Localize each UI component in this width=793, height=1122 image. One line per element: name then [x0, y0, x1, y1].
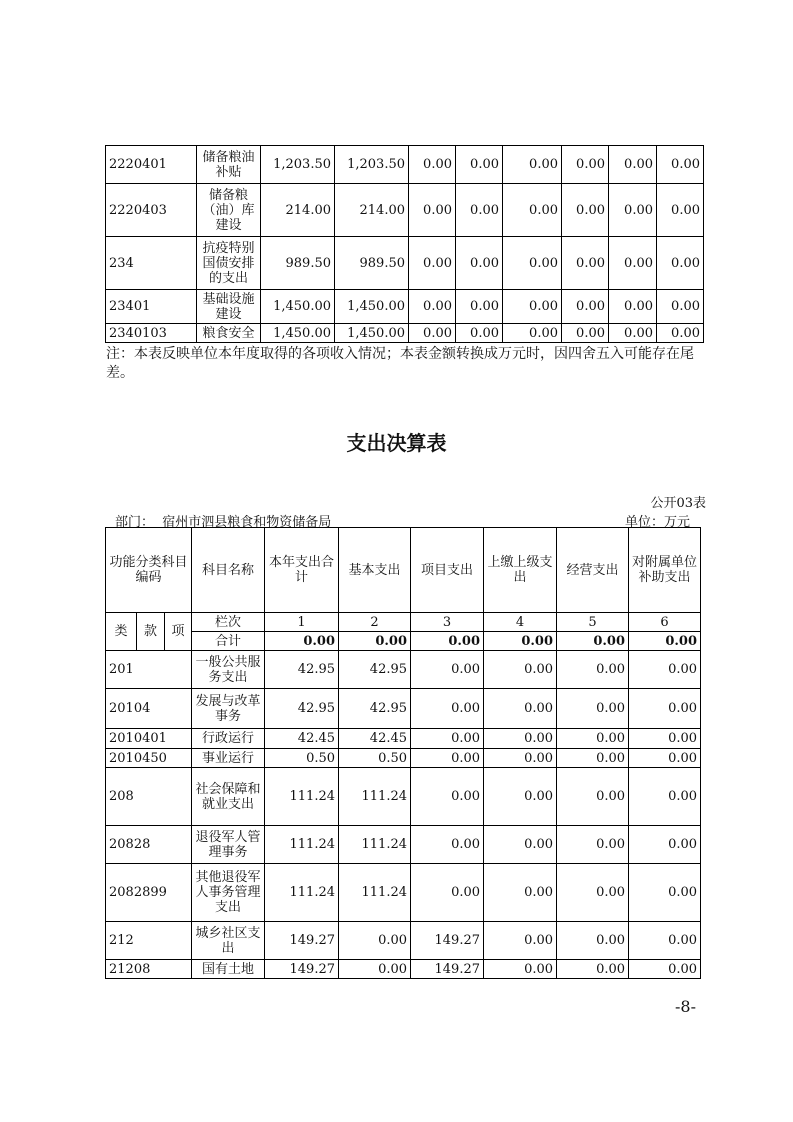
- table-row: [106, 768, 701, 826]
- value-cell: 0.00: [484, 826, 557, 864]
- page-title: 支出决算表: [346, 431, 447, 455]
- subject-code: 208: [106, 768, 192, 826]
- subject-code: 20104: [106, 689, 192, 729]
- header-xiang: 项: [165, 613, 192, 651]
- header-row: [106, 528, 701, 613]
- subject-name: 发展与改革事务: [192, 689, 265, 729]
- value-cell: 0.00: [557, 749, 629, 768]
- value-cell: 0.00: [657, 237, 704, 290]
- value-cell: 0.00: [456, 146, 503, 184]
- value-cell: 0.00: [484, 689, 557, 729]
- table-row: [106, 826, 701, 864]
- subject-code: 2220403: [106, 184, 197, 237]
- value-cell: 111.24: [339, 826, 411, 864]
- value-cell: 0.00: [557, 960, 629, 979]
- header-col: 项目支出: [411, 528, 484, 613]
- value-cell: 0.00: [503, 324, 562, 343]
- value-cell: 0.00: [409, 324, 456, 343]
- subject-name: 国有土地: [192, 960, 265, 979]
- value-cell: 0.00: [484, 922, 557, 960]
- value-cell: 0.00: [484, 651, 557, 689]
- subject-code: 2082899: [106, 864, 192, 922]
- header-col: 基本支出: [339, 528, 411, 613]
- table-row: [106, 729, 701, 749]
- table-row: [106, 864, 701, 922]
- value-cell: 0.00: [609, 290, 657, 324]
- subject-code: 21208: [106, 960, 192, 979]
- total-label: 合计: [192, 632, 265, 651]
- value-cell: 0.00: [629, 960, 701, 979]
- column-number: 6: [629, 613, 701, 632]
- value-cell: 0.00: [629, 749, 701, 768]
- header-func-code: 功能分类科目编码: [106, 528, 192, 613]
- unit-label: 单位：万元: [624, 515, 690, 530]
- value-cell: 0.00: [629, 768, 701, 826]
- value-cell: 0.00: [484, 960, 557, 979]
- value-cell: 0.00: [484, 729, 557, 749]
- table-row: [106, 960, 701, 979]
- value-cell: 0.00: [562, 237, 609, 290]
- value-cell: 0.00: [629, 651, 701, 689]
- table-row: [106, 651, 701, 689]
- subject-code: 2010401: [106, 729, 192, 749]
- value-cell: 0.00: [562, 324, 609, 343]
- value-cell: 0.00: [503, 237, 562, 290]
- total-value: 0.00: [557, 632, 629, 651]
- subject-name: 基础设施建设: [197, 290, 261, 324]
- value-cell: 1,450.00: [335, 324, 409, 343]
- value-cell: 0.00: [629, 689, 701, 729]
- table-row: [106, 290, 704, 324]
- subject-name: 储备粮油补贴: [197, 146, 261, 184]
- header-lei: 类: [106, 613, 137, 651]
- department-label: 部门：: [115, 515, 155, 530]
- value-cell: 0.00: [557, 826, 629, 864]
- value-cell: 0.00: [503, 290, 562, 324]
- value-cell: 149.27: [411, 922, 484, 960]
- value-cell: 1,450.00: [261, 290, 335, 324]
- value-cell: 0.00: [657, 290, 704, 324]
- header-col: 经营支出: [557, 528, 629, 613]
- value-cell: 0.50: [339, 749, 411, 768]
- value-cell: 989.50: [335, 237, 409, 290]
- subject-code: 23401: [106, 290, 197, 324]
- value-cell: 0.00: [557, 768, 629, 826]
- page-number: -8-: [675, 997, 696, 1016]
- table-row: [106, 922, 701, 960]
- value-cell: 0.00: [657, 324, 704, 343]
- table-row: [106, 146, 704, 184]
- value-cell: 111.24: [339, 864, 411, 922]
- value-cell: 111.24: [265, 768, 339, 826]
- table-row: [106, 237, 704, 290]
- subject-name: 粮食安全: [197, 324, 261, 343]
- column-number: 3: [411, 613, 484, 632]
- table-row: [106, 324, 704, 343]
- subject-code: 201: [106, 651, 192, 689]
- subject-name: 事业运行: [192, 749, 265, 768]
- value-cell: 0.50: [265, 749, 339, 768]
- value-cell: 0.00: [484, 749, 557, 768]
- value-cell: 149.27: [265, 922, 339, 960]
- value-cell: 111.24: [265, 864, 339, 922]
- column-number: 2: [339, 613, 411, 632]
- value-cell: 0.00: [411, 729, 484, 749]
- subject-name: 城乡社区支出: [192, 922, 265, 960]
- table-row: [106, 749, 701, 768]
- total-value: 0.00: [484, 632, 557, 651]
- value-cell: 0.00: [609, 324, 657, 343]
- value-cell: 214.00: [335, 184, 409, 237]
- value-cell: 0.00: [456, 290, 503, 324]
- expense-table: [105, 527, 701, 979]
- subject-name: 退役军人管理事务: [192, 826, 265, 864]
- value-cell: 0.00: [411, 768, 484, 826]
- table-note: 注：本表反映单位本年度取得的各项收入情况；本表金额转换成万元时，因四舍五入可能存在尾差。: [106, 346, 694, 381]
- column-number: 1: [265, 613, 339, 632]
- value-cell: 42.95: [265, 689, 339, 729]
- subject-name: 抗疫特别国债安排的支出: [197, 237, 261, 290]
- header-col: 上缴上级支出: [484, 528, 557, 613]
- value-cell: 989.50: [261, 237, 335, 290]
- value-cell: 0.00: [409, 237, 456, 290]
- value-cell: 0.00: [411, 651, 484, 689]
- value-cell: 1,203.50: [335, 146, 409, 184]
- value-cell: 0.00: [557, 922, 629, 960]
- header-subject-name: 科目名称: [192, 528, 265, 613]
- header-kuan: 款: [137, 613, 165, 651]
- value-cell: 0.00: [411, 864, 484, 922]
- value-cell: 0.00: [409, 184, 456, 237]
- subject-name: 社会保障和就业支出: [192, 768, 265, 826]
- table-row: [106, 184, 704, 237]
- row-label: 栏次: [192, 613, 265, 632]
- department-name: 宿州市泗县粮食和物资储备局: [162, 515, 332, 530]
- total-value: 0.00: [411, 632, 484, 651]
- value-cell: 0.00: [484, 864, 557, 922]
- subject-name: 一般公共服务支出: [192, 651, 265, 689]
- value-cell: 0.00: [629, 826, 701, 864]
- value-cell: 42.45: [339, 729, 411, 749]
- subject-code: 2340103: [106, 324, 197, 343]
- value-cell: 1,203.50: [261, 146, 335, 184]
- value-cell: 1,450.00: [261, 324, 335, 343]
- subject-name: 行政运行: [192, 729, 265, 749]
- value-cell: 0.00: [609, 237, 657, 290]
- value-cell: 111.24: [339, 768, 411, 826]
- subject-code: 2010450: [106, 749, 192, 768]
- subject-code: 234: [106, 237, 197, 290]
- column-number-row: [106, 613, 701, 632]
- value-cell: 149.27: [411, 960, 484, 979]
- value-cell: 111.24: [265, 826, 339, 864]
- value-cell: 0.00: [557, 729, 629, 749]
- value-cell: 0.00: [562, 184, 609, 237]
- column-number: 4: [484, 613, 557, 632]
- value-cell: 0.00: [557, 651, 629, 689]
- subject-name: 储备粮（油）库建设: [197, 184, 261, 237]
- total-value: 0.00: [339, 632, 411, 651]
- income-table-continued: [105, 145, 704, 343]
- value-cell: 0.00: [339, 960, 411, 979]
- total-value: 0.00: [265, 632, 339, 651]
- column-number: 5: [557, 613, 629, 632]
- form-number: 公开03表: [650, 496, 706, 511]
- value-cell: 0.00: [557, 864, 629, 922]
- value-cell: 0.00: [629, 729, 701, 749]
- header-col: 对附属单位补助支出: [629, 528, 701, 613]
- value-cell: 0.00: [503, 184, 562, 237]
- value-cell: 42.95: [339, 689, 411, 729]
- value-cell: 0.00: [657, 146, 704, 184]
- subject-code: 212: [106, 922, 192, 960]
- table-row: [106, 689, 701, 729]
- value-cell: 0.00: [657, 184, 704, 237]
- value-cell: 0.00: [411, 689, 484, 729]
- value-cell: 0.00: [629, 864, 701, 922]
- value-cell: 0.00: [609, 146, 657, 184]
- value-cell: 0.00: [409, 146, 456, 184]
- value-cell: 0.00: [609, 184, 657, 237]
- value-cell: 42.95: [265, 651, 339, 689]
- value-cell: 0.00: [503, 146, 562, 184]
- value-cell: 149.27: [265, 960, 339, 979]
- value-cell: 1,450.00: [335, 290, 409, 324]
- subject-code: 20828: [106, 826, 192, 864]
- total-value: 0.00: [629, 632, 701, 651]
- value-cell: 0.00: [409, 290, 456, 324]
- total-row: [106, 632, 701, 651]
- subject-name: 其他退役军人事务管理支出: [192, 864, 265, 922]
- value-cell: 0.00: [411, 749, 484, 768]
- value-cell: 0.00: [562, 146, 609, 184]
- value-cell: 0.00: [456, 184, 503, 237]
- value-cell: 0.00: [557, 689, 629, 729]
- value-cell: 42.45: [265, 729, 339, 749]
- value-cell: 0.00: [411, 826, 484, 864]
- value-cell: 0.00: [484, 768, 557, 826]
- value-cell: 0.00: [629, 922, 701, 960]
- value-cell: 0.00: [456, 324, 503, 343]
- value-cell: 0.00: [562, 290, 609, 324]
- value-cell: 214.00: [261, 184, 335, 237]
- subject-code: 2220401: [106, 146, 197, 184]
- value-cell: 0.00: [339, 922, 411, 960]
- value-cell: 42.95: [339, 651, 411, 689]
- header-col: 本年支出合计: [265, 528, 339, 613]
- value-cell: 0.00: [456, 237, 503, 290]
